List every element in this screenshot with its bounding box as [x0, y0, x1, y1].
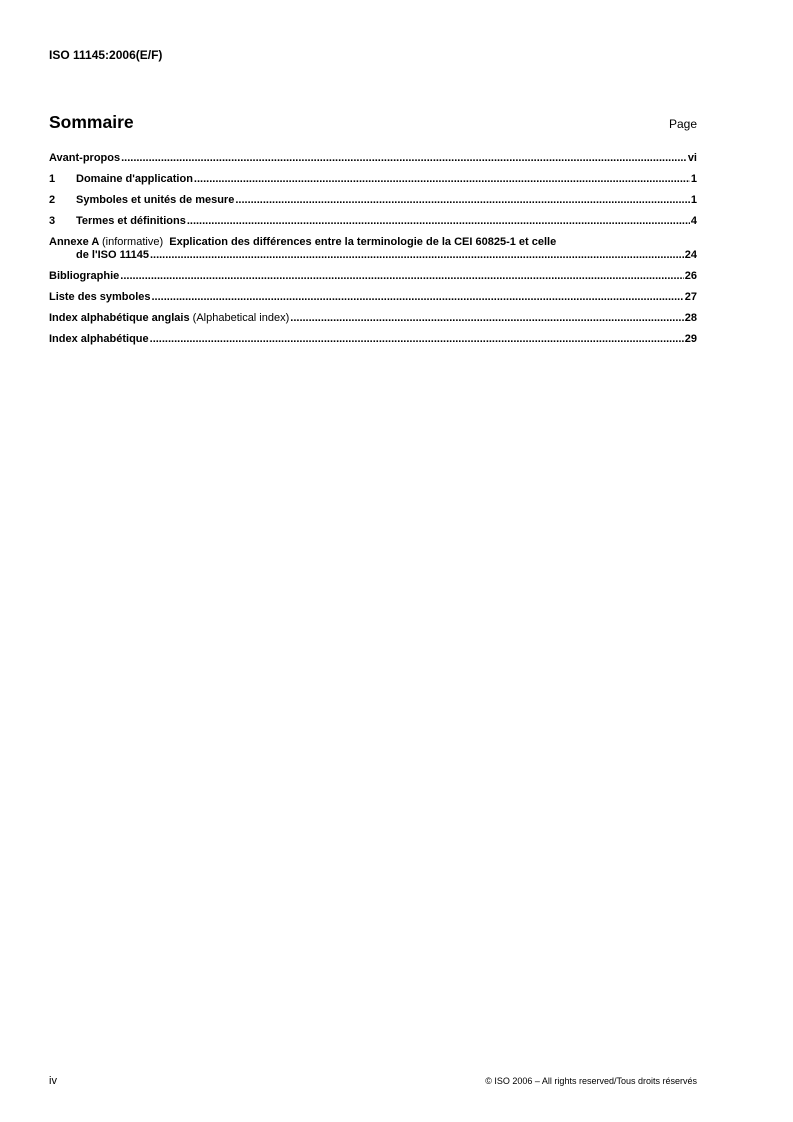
toc-entry-label: Avant-propos [49, 152, 121, 164]
dot-leader [290, 312, 683, 325]
toc-entry-page: 26 [684, 270, 697, 282]
toc-entry-note: (Alphabetical index) [192, 312, 290, 324]
annex-title: Explication des différences entre la terminologie de la CEI 60825-1 et celle [169, 236, 557, 248]
toc-entry-page: 24 [684, 249, 697, 261]
toc-title: Sommaire [49, 112, 134, 132]
dot-leader [121, 152, 687, 165]
dot-leader [187, 215, 690, 228]
dot-leader [120, 270, 683, 283]
toc-entry-label: Domaine d'application [76, 173, 193, 185]
page-number: iv [49, 1075, 57, 1087]
toc-entry-label: Bibliographie [49, 270, 120, 282]
document-identifier: ISO 11145:2006(E/F) [49, 48, 163, 62]
annex-title-line2 [49, 249, 697, 262]
annex-title-line1 [49, 236, 697, 249]
toc-entry-page: 1 [690, 173, 697, 185]
toc-entry-page: 27 [684, 291, 697, 303]
toc-entry-label: Index alphabétique anglais [49, 312, 190, 324]
table-of-contents [49, 152, 697, 354]
toc-entry-label: Index alphabétique [49, 333, 149, 345]
dot-leader [194, 173, 690, 186]
toc-entry-number: 2 [49, 194, 56, 206]
toc-entry-page: vi [687, 152, 697, 164]
annex-qualifier: (informative) [101, 236, 164, 248]
toc-entry-number: 1 [49, 173, 56, 185]
annex-label: Annexe A [49, 236, 99, 248]
toc-entry-page: 1 [690, 194, 697, 206]
dot-leader [150, 249, 684, 262]
toc-entry-termes[interactable] [49, 215, 697, 228]
toc-entry-page: 28 [684, 312, 697, 324]
toc-entry-number: 3 [49, 215, 56, 227]
toc-entry-domaine[interactable] [49, 173, 697, 186]
toc-entry-avant-propos[interactable] [49, 152, 697, 165]
toc-entry-liste-symboles[interactable] [49, 291, 697, 304]
annex-title-continued: de l'ISO 11145 [76, 249, 149, 261]
toc-entry-label: Liste des symboles [49, 291, 151, 303]
dot-leader [152, 291, 684, 304]
toc-entry-page: 4 [690, 215, 697, 227]
toc-entry-label: Termes et définitions [76, 215, 186, 227]
toc-entry-page: 29 [684, 333, 697, 345]
toc-entry-index-anglais[interactable] [49, 312, 697, 325]
copyright-notice: © ISO 2006 – All rights reserved/Tous droits réservés [485, 1076, 697, 1086]
dot-leader [235, 194, 690, 207]
toc-entry-bibliographie[interactable] [49, 270, 697, 283]
page-column-label: Page [668, 117, 697, 131]
toc-entry-annexe-a[interactable] [49, 236, 697, 262]
toc-entry-index-alphabetique[interactable] [49, 333, 697, 346]
toc-entry-label: Symboles et unités de mesure [76, 194, 235, 206]
toc-entry-symboles[interactable] [49, 194, 697, 207]
dot-leader [150, 333, 684, 346]
